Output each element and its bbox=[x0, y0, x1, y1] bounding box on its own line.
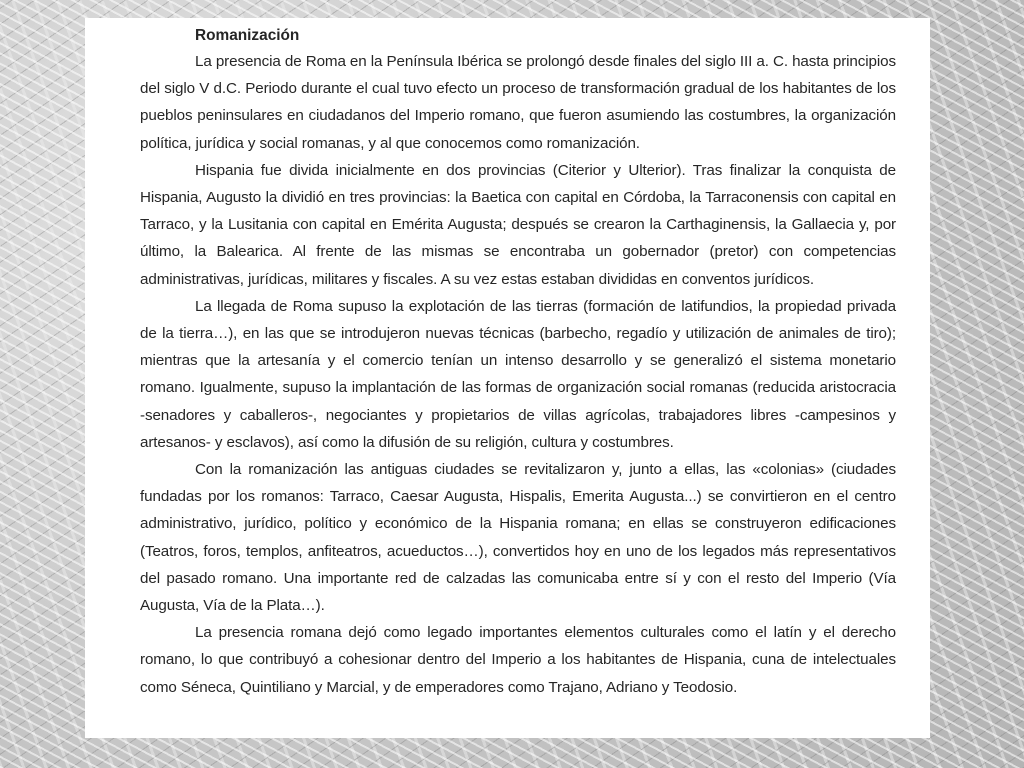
paragraph-3: La llegada de Roma supuso la explotación de las tierras (formación de latifundios, la propiedad privada de la tierra…), en las que se introdujeron nuevas técnicas (barbecho, regadío y utilización de animales de tiro); mientras que la artesanía y el comercio tenían un intenso desarrollo y se generalizó el sistema monetario romano. Igualmente, supuso la implantación de las formas de organización social romanas (reducida aristocracia -senadores y caballeros-, negociantes y propietarios de villas agrícolas, trabajadores libres -campesinos y artesanos- y esclavos), así como la difusión de su religión, cultura y costumbres. bbox=[140, 297, 896, 451]
paragraph-5: La presencia romana dejó como legado importantes elementos culturales como el latín y el derecho romano, lo que contribuyó a cohesionar dentro del Imperio a los habitantes de Hispania, cuna de intelectuales como Séneca, Quintiliano y Marcial, y de emperadores como Trajano, Adriano y Teodosio. bbox=[140, 624, 896, 696]
paragraph-1: La presencia de Roma en la Península Ibérica se prolongó desde finales del siglo III a. C. hasta principios del siglo V d.C. Periodo durante el cual tuvo efecto un proceso de transformación gradual de los habitantes de los pueblos peninsulares en ciudadanos del Imperio romano, que fueron asumiendo las costumbres, la organización política, jurídica y social romanas, y al que conocemos como romanización. bbox=[140, 53, 897, 152]
paragraph-2: Hispania fue divida inicialmente en dos provincias (Citerior y Ulterior). Tras finalizar la conquista de Hispania, Augusto la dividió en tres provincias: la Baetica con capital en Córdoba, la Tarraconensis con capital en Tarraco, y la Lusitania con capital en Emérita Augusta; después se crearon la Carthaginensis, la Gallaecia y, por último, la Balearica. Al frente de las mismas se encontraba un gobernador (pretor) con competencias administrativas, jurídicas, militares y fiscales. A su vez estas estaban divididas en conventos jurídicos. bbox=[140, 161, 896, 288]
paragraph-4: Con la romanización las antiguas ciudades se revitalizaron y, junto a ellas, las «colonias» (ciudades fundadas por los romanos: Tarraco, Caesar Augusta, Hispalis, Emerita Augusta...) se convirtieron en el centro administrativo, jurídico, político y económico de la Hispania romana; en ellas se construyeron edificaciones (Teatros, foros, templos, anfiteatros, acueductos…), convertidos hoy en uno de los legados más representativos del pasado romano. Una importante red de calzadas las comunicaba entre sí y con el resto del Imperio (Vía Augusta, Vía de la Plata…). bbox=[140, 461, 896, 615]
slide-text-panel bbox=[85, 18, 930, 738]
document-title: Romanización bbox=[195, 27, 300, 44]
